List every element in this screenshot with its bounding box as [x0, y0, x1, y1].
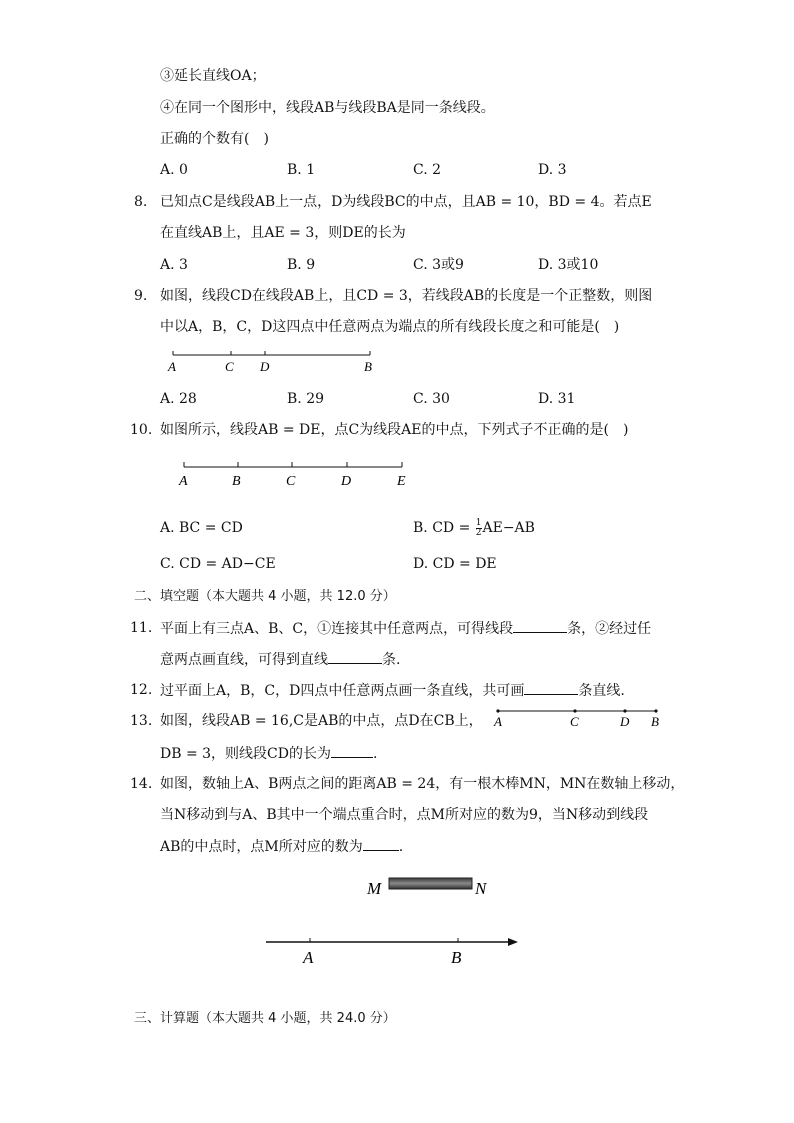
q14-line-3-b: . [398, 839, 404, 855]
q13-point-d [623, 709, 626, 712]
q10-label-a: A [179, 474, 188, 489]
q10-label-d: D [341, 474, 352, 489]
q14-line-3 [160, 836, 403, 857]
q7-option-a: A. 0 [160, 162, 188, 178]
q10-option-b-fraction [476, 519, 482, 538]
q9-option-d: D. 31 [538, 391, 576, 407]
q11-line-2 [160, 649, 400, 670]
q13-line-2-b: . [373, 746, 378, 762]
q13-point-b [654, 709, 657, 712]
q13-blank[interactable] [331, 743, 373, 758]
q14-blank[interactable] [363, 836, 399, 851]
q8-number: 8. [134, 194, 148, 210]
q14-wood-stick [389, 878, 472, 889]
q9-option-a: A. 28 [160, 391, 197, 407]
q9-number: 9. [134, 288, 148, 304]
q13-number: 13. [130, 713, 153, 729]
q8-line-2: 在直线AB上，且AE = 3，则DE的长为 [160, 225, 406, 241]
q11-blank-1[interactable] [513, 618, 567, 633]
q11-line-2-a: 意两点画直线，可得到直线 [160, 652, 328, 668]
q13-point-c [573, 709, 576, 712]
q12-line [160, 680, 625, 701]
q14-line-3-a: AB的中点时，点M所对应的数为 [160, 839, 363, 855]
q7-option-c: C. 2 [413, 162, 442, 178]
q8-option-d: D. 3或10 [538, 257, 599, 273]
q14-line-2: 当N移动到与A、B其中一个端点重合时，点M所对应的数为9，当N移动到线段 [160, 807, 649, 823]
q10-label-b: B [232, 474, 241, 489]
q13-point-a [496, 709, 499, 712]
q7-option-b: B. 1 [287, 162, 316, 178]
q14-arrow-head [508, 938, 518, 946]
q13-line-2-a: DB = 3，则线段CD的长为 [160, 746, 331, 762]
q9-label-a: A [168, 359, 176, 374]
q9-label-c: C [225, 359, 234, 374]
q10-option-b-prefix: B. CD = [413, 520, 475, 536]
q8-option-a: A. 3 [160, 257, 188, 273]
q8-option-c: C. 3或9 [413, 257, 464, 273]
q13-label-a: A [494, 714, 502, 729]
q7-item-4: ④在同一个图形中，线段AB与线段BA是同一条线段。 [160, 100, 495, 116]
q10-label-c: C [286, 474, 296, 489]
q12-text-a: 过平面上A，B，C，D四点中任意两点画一条直线，共可画 [160, 683, 525, 699]
q9-line-1: 如图，线段CD在线段AB上，且CD = 3，若线段AB的长度是一个正整数，则图 [160, 288, 653, 304]
q14-line-1: 如图，数轴上A、B两点之间的距离AB = 24，有一根木棒MN，MN在数轴上移动， [160, 776, 685, 792]
q8-option-b: B. 9 [287, 257, 316, 273]
q10-number: 10. [130, 422, 153, 438]
q10-line-1: 如图所示，线段AB = DE，点C为线段AE的中点，下列式子不正确的是( ) [160, 422, 629, 438]
q12-number: 12. [130, 682, 153, 698]
q9-label-d: D [260, 359, 270, 374]
q9-segment-figure [165, 345, 385, 377]
q10-label-e: E [397, 474, 406, 489]
q13-label-d: D [620, 714, 630, 729]
q10-option-b [413, 518, 535, 538]
q14-number-line-figure [262, 868, 532, 973]
q13-line-1: 如图，线段AB = 16,C是AB的中点，点D在CB上， [160, 713, 483, 729]
q9-label-b: B [364, 359, 372, 374]
q11-line-1-a: 平面上有三点A、B、C，①连接其中任意两点，可得线段 [160, 621, 514, 637]
q14-label-b: B [451, 948, 462, 967]
section-heading-calculation: 三、计算题（本大题共 4 小题，共 24.0 分） [134, 1011, 396, 1026]
q10-segment-figure [175, 456, 420, 492]
q13-label-c: C [570, 714, 579, 729]
q11-line-1 [160, 618, 651, 639]
q14-label-m: M [367, 879, 382, 898]
q10-option-b-suffix: AE−AB [482, 520, 535, 536]
q14-number: 14. [130, 776, 153, 792]
q10-option-b-numerator: 1 [475, 517, 482, 528]
q7-item-3: ③延长直线OA； [160, 68, 266, 84]
section-heading-fill-in: 二、填空题（本大题共 4 小题，共 12.0 分） [134, 589, 396, 604]
q13-line-2 [160, 743, 377, 764]
q9-option-c: C. 30 [413, 391, 450, 407]
q10-option-c: C. CD = AD−CE [160, 556, 276, 572]
q9-line-2: 中以A，B，C，D这四点中任意两点为端点的所有线段长度之和可能是( ) [160, 319, 620, 335]
q11-blank-2[interactable] [328, 649, 382, 664]
q7-prompt: 正确的个数有( ) [160, 131, 269, 147]
q9-option-b: B. 29 [287, 391, 325, 407]
q14-label-a: A [303, 948, 314, 967]
q12-blank[interactable] [524, 680, 578, 695]
q10-option-a: A. BC = CD [160, 520, 243, 536]
q7-option-d: D. 3 [538, 162, 567, 178]
q10-option-b-denominator: 2 [475, 527, 482, 538]
q14-label-n: N [475, 879, 487, 898]
q11-line-1-b: 条，②经过任 [567, 621, 652, 637]
q13-label-b: B [651, 714, 659, 729]
q8-line-1: 已知点C是线段AB上一点，D为线段BC的中点，且AB = 10，BD = 4。若点E [160, 194, 652, 210]
q12-text-b: 条直线. [578, 683, 625, 699]
q11-number: 11. [130, 620, 153, 636]
q11-line-2-b: 条. [382, 652, 401, 668]
q13-segment-figure [490, 703, 665, 733]
q10-option-d: D. CD = DE [413, 556, 497, 572]
